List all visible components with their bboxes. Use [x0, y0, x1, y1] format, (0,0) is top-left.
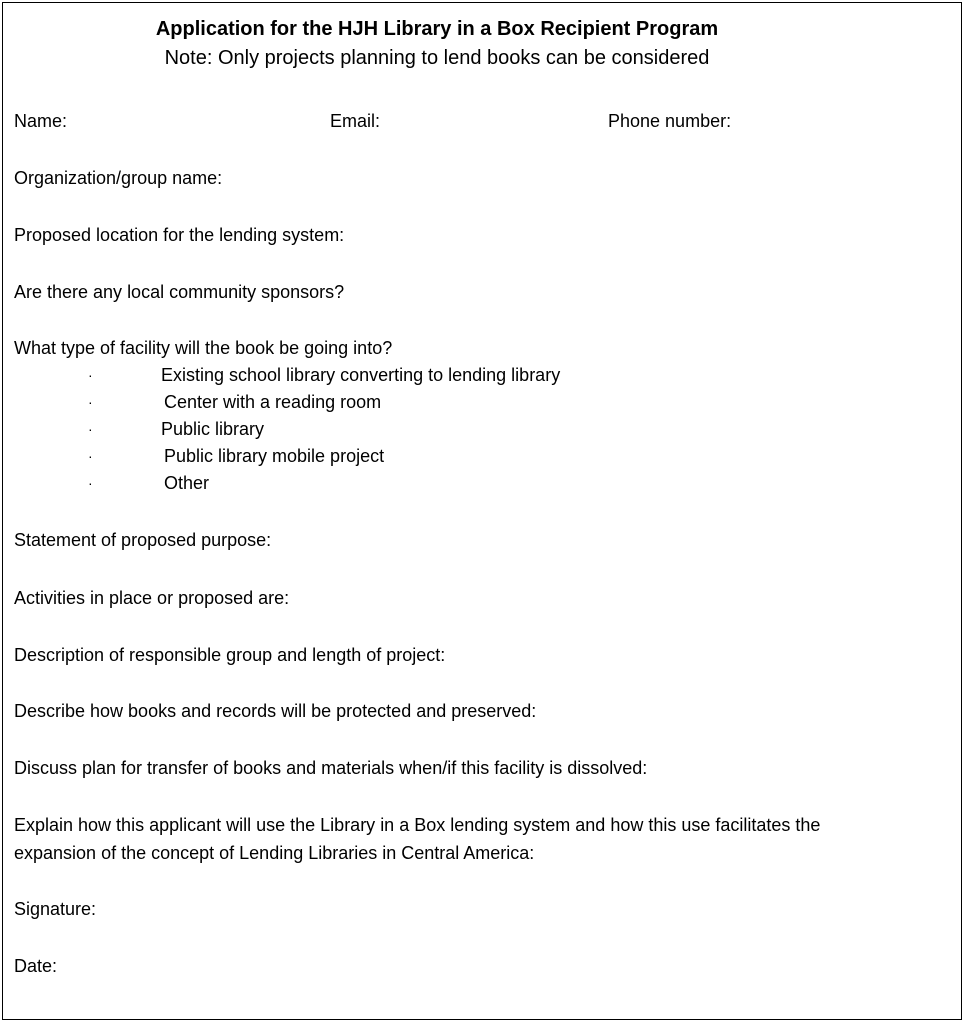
facility-option-other: Other [164, 473, 210, 493]
activities-label: Activities in place or proposed are: [14, 588, 290, 608]
bullet-marker: · [88, 475, 93, 491]
bullet-marker: · [88, 394, 93, 410]
facility-question: What type of facility will the book be going into? [14, 338, 393, 358]
facility-option-school: Existing school library converting to lending library [161, 365, 561, 385]
date-label: Date: [14, 956, 58, 976]
bullet-marker: · [88, 367, 93, 383]
facility-option-public-library: Public library [161, 419, 265, 439]
form-frame [2, 2, 962, 1020]
explain-label-line2: expansion of the concept of Lending Libraries in Central America: [14, 843, 535, 863]
bullet-marker: · [88, 448, 93, 464]
form-title: Application for the HJH Library in a Box Recipient Program [155, 18, 719, 40]
form-note: Note: Only projects planning to lend books can be considered [164, 47, 710, 69]
protection-label: Describe how books and records will be protected and preserved: [14, 701, 537, 721]
facility-option-reading-room: Center with a reading room [164, 392, 382, 412]
name-label: Name: [14, 111, 68, 131]
email-label: Email: [330, 111, 381, 131]
signature-label: Signature: [14, 899, 97, 919]
organization-label: Organization/group name: [14, 168, 223, 188]
group-label: Description of responsible group and length of project: [14, 645, 446, 665]
explain-label-line1: Explain how this applicant will use the Library in a Box lending system and how this use facilitates the [14, 815, 821, 835]
facility-option-mobile-project: Public library mobile project [164, 446, 385, 466]
phone-label: Phone number: [608, 111, 732, 131]
bullet-marker: · [88, 421, 93, 437]
purpose-label: Statement of proposed purpose: [14, 530, 272, 550]
location-label: Proposed location for the lending system: [14, 225, 345, 245]
sponsors-label: Are there any local community sponsors? [14, 282, 345, 302]
transfer-label: Discuss plan for transfer of books and materials when/if this facility is dissolved: [14, 758, 648, 778]
